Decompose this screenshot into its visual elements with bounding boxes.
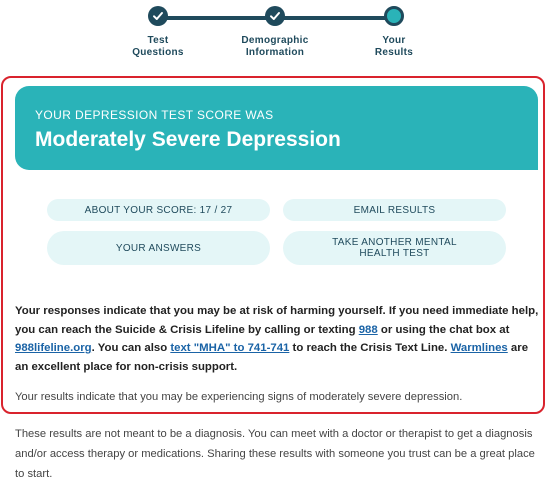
stepper-connector [158,16,275,20]
email-results-button[interactable]: EMAIL RESULTS [283,199,506,221]
stepper-connector [275,16,394,20]
step-label-line: Your [382,35,406,46]
take-another-test-line: TAKE ANOTHER MENTAL [332,237,457,248]
progress-stepper [0,0,550,66]
crisis-text: or using the chat box at [377,323,510,336]
warmlines-link[interactable]: Warmlines [450,342,508,354]
step-label-line: Test [147,35,169,46]
call-988-link[interactable]: 988 [358,323,378,336]
step-label-demographic [215,35,335,59]
step-demographic-check-icon [265,6,285,26]
crisis-message [15,302,540,376]
crisis-text-line-link[interactable]: text "MHA" to 741-741 [170,342,290,354]
crisis-text: Your responses indicate that you may be at risk of harming yourself. If you need immediate help, you can reach the Suicide & Crisis Lifeline by calling or texting [15,305,539,336]
step-test-questions-check-icon [148,6,168,26]
take-another-test-line: HEALTH TEST [359,248,430,259]
your-answers-button[interactable]: YOUR ANSWERS [47,231,270,265]
crisis-text: are an excellent place for non-crisis support. [15,342,529,373]
step-label-results [334,35,454,59]
about-score-button[interactable]: ABOUT YOUR SCORE: 17 / 27 [47,199,270,221]
result-title: Moderately Severe Depression [35,128,341,151]
result-indication: Your results indicate that you may be experiencing signs of moderately severe depression. [15,391,463,403]
step-label-line: Demographic [241,35,309,46]
crisis-text: . You can also [91,342,171,354]
step-label-line: Questions [132,47,184,58]
take-another-test-button[interactable] [283,231,506,265]
lifeline-site-link[interactable]: 988lifeline.org [15,342,92,354]
step-label-line: Information [245,47,305,58]
step-results-current-indicator [384,6,404,26]
disclaimer-text: These results are not meant to be a diagnosis. You can meet with a doctor or therapist to get a diagnosis and/or access therapy or medications. Sharing these results with someone you trust can be a great place to start. [15,428,535,480]
result-banner [15,86,538,170]
crisis-text: to reach the Crisis Text Line. [289,342,451,354]
result-kicker: YOUR DEPRESSION TEST SCORE WAS [35,108,274,122]
step-label-line: Results [374,47,414,58]
step-label-test-questions [98,35,218,59]
